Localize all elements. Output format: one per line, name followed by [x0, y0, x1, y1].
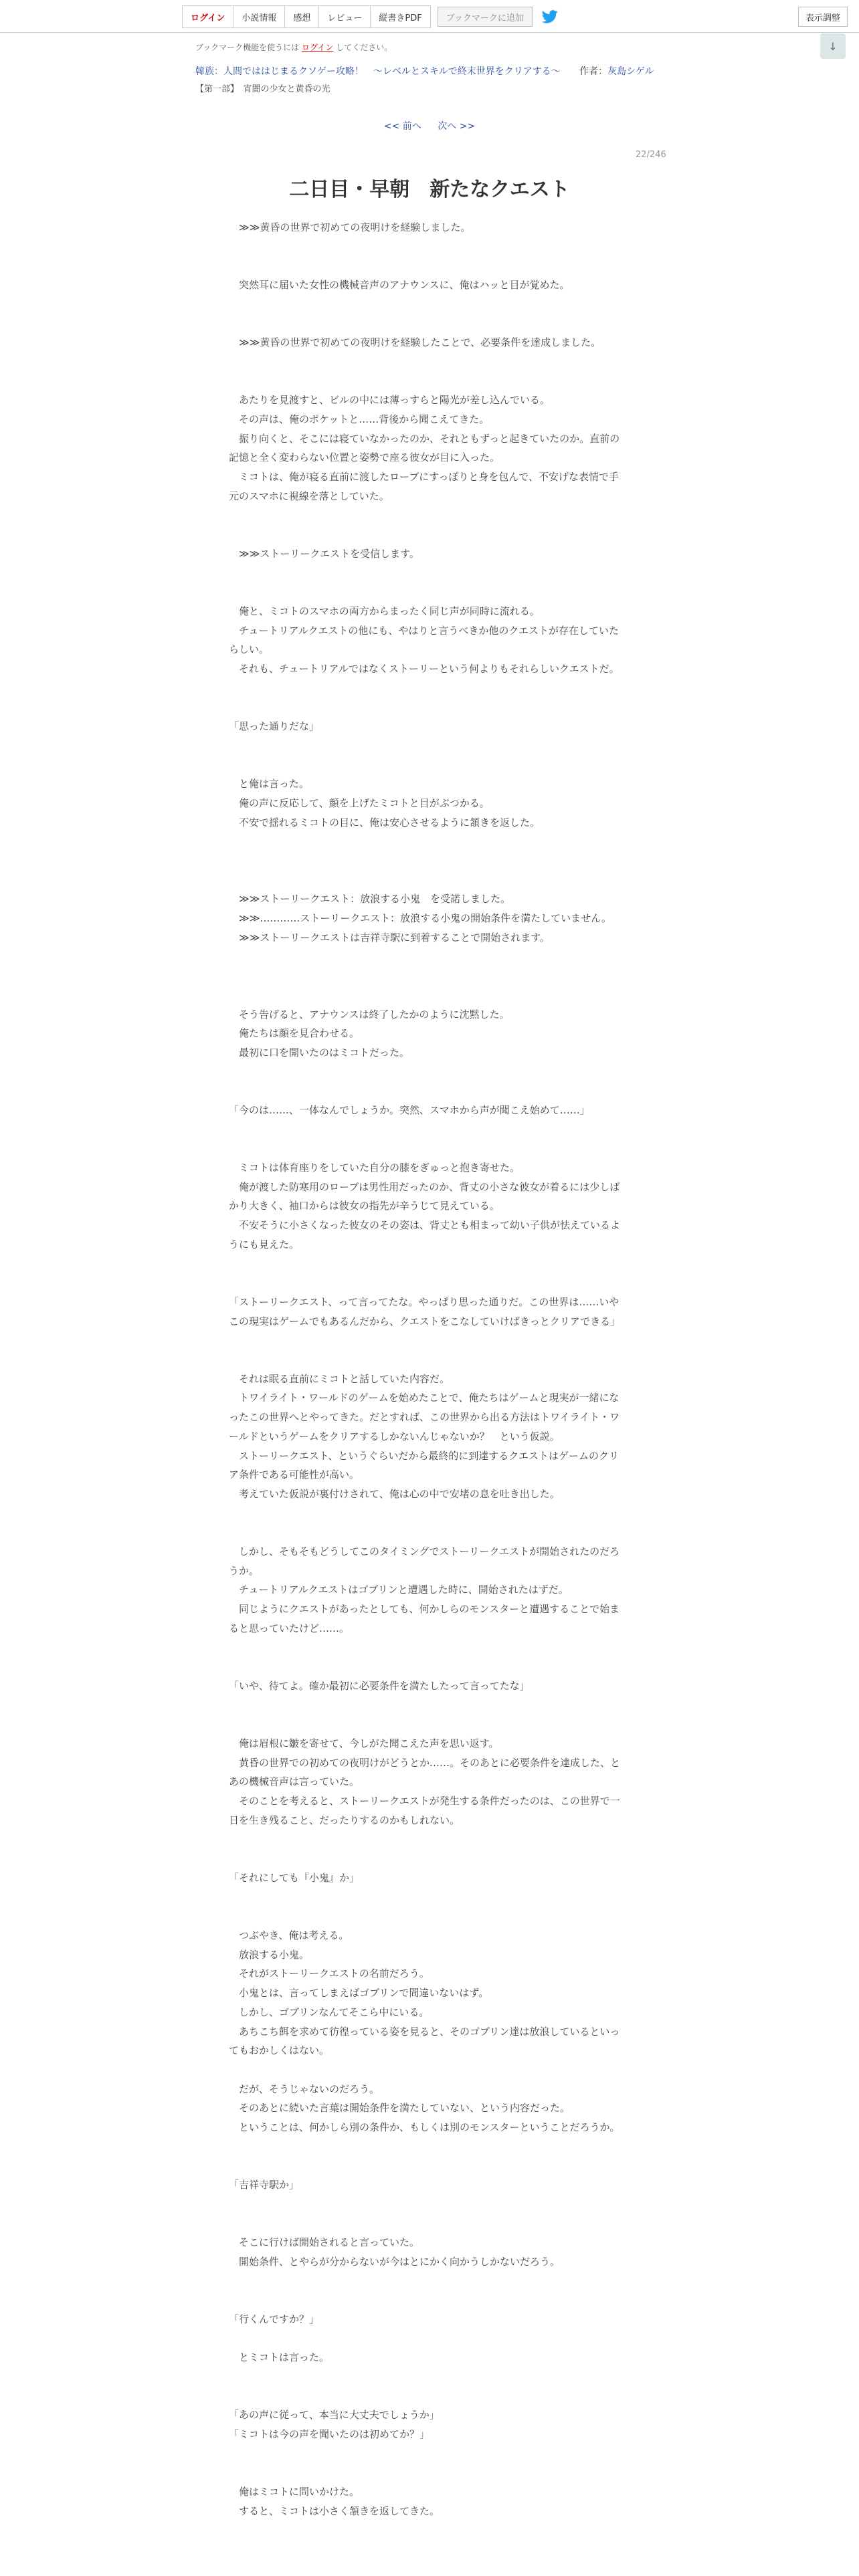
- impressions-link[interactable]: 感想: [285, 6, 319, 27]
- pager: [0, 119, 859, 132]
- body-paragraph: [229, 1657, 627, 1677]
- body-paragraph: [229, 2290, 627, 2310]
- body-paragraph: [229, 832, 627, 851]
- display-settings-button[interactable]: 表示調整: [798, 7, 848, 27]
- body-paragraph: 突然耳に届いた女性の機械音声のアナウンスに、俺はハッと目が覚めた。: [229, 279, 570, 292]
- body-paragraph: [229, 1331, 627, 1350]
- vertical-pdf-link[interactable]: 縦書きPDF: [379, 13, 422, 23]
- body-paragraph: [229, 1638, 627, 1658]
- body-paragraph: 俺は眉根に皺を寄せて、今しがた聞こえた声を思い返す。: [229, 1737, 499, 1750]
- body-paragraph: [229, 1120, 627, 1140]
- body-paragraph: 「それにしても『小鬼』か」: [229, 1871, 360, 1884]
- body-paragraph: チュートリアルクエストはゴブリンと遭遇した時に、開始されたはずだ。: [229, 1584, 569, 1596]
- body-paragraph: トワイライト・ワールドのゲームを始めたことで、俺たちはゲームと現実が一緒になったこの世界へとやってきた。だとすれば、この世界から出る方法はトワイライト・ワールドというゲームをクリアするしかないんじゃないか？ という仮説。: [229, 1392, 620, 1442]
- prev-page-link[interactable]: << 前へ: [383, 121, 421, 132]
- body-paragraph: [229, 352, 627, 372]
- body-paragraph: [229, 755, 627, 774]
- body-paragraph: [229, 1888, 627, 1907]
- body-paragraph: ということは、何かしら別の条件か、もしくは別のモンスターということだろうか。: [229, 2121, 620, 2133]
- body-paragraph: 「吉祥寺駅か」: [229, 2179, 300, 2191]
- body-paragraph: [229, 2060, 627, 2080]
- body-paragraph: 放浪する小鬼。: [229, 1948, 310, 1961]
- body-paragraph: 「行くんですか？」: [229, 2313, 320, 2325]
- body-paragraph: 小鬼とは、言ってしまえばゴブリンで間違いないはず。: [229, 1987, 489, 2000]
- body-paragraph: [229, 582, 627, 602]
- body-paragraph: 不安で揺れるミコトの目に、俺は安心させるように頷きを返した。: [229, 816, 541, 829]
- review-link[interactable]: レビュー: [319, 6, 371, 27]
- bookmark-login-notice: [195, 41, 392, 53]
- body-paragraph: 「思った通りだな」: [229, 720, 320, 733]
- body-paragraph: ≫≫ストーリークエストを受信します。: [229, 547, 419, 560]
- body-paragraph: [229, 256, 627, 276]
- notice-text-suffix: してください。: [336, 43, 393, 52]
- body-paragraph: ≫≫黄昏の世界で初めての夜明けを経験しました。: [229, 221, 471, 233]
- body-paragraph: とミコトは言った。: [229, 2351, 330, 2364]
- body-paragraph: ≫≫黄昏の世界で初めての夜明けを経験したことで、必要条件を達成しました。: [229, 336, 601, 349]
- body-paragraph: と俺は言った。: [229, 778, 310, 790]
- body-paragraph: [229, 986, 627, 1005]
- body-paragraph: [229, 2329, 627, 2349]
- body-paragraph: [229, 525, 627, 544]
- notice-login-link[interactable]: ログイン: [302, 43, 334, 52]
- body-paragraph: [229, 947, 627, 966]
- body-paragraph: [229, 1696, 627, 1715]
- body-paragraph: その声は、俺のポケットと……背後から聞こえてきた。: [229, 413, 490, 425]
- body-paragraph: [229, 851, 627, 871]
- body-paragraph: そう告げると、アナウンスは終了したかのように沈黙した。: [229, 1008, 510, 1021]
- body-paragraph: だが、そうじゃないのだろう。: [229, 2082, 380, 2095]
- login-link[interactable]: ログイン: [183, 6, 233, 27]
- body-paragraph: しかし、そもそもどうしてこのタイミングでストーリークエストが開始されたのだろうか。: [229, 1545, 620, 1577]
- body-paragraph: ≫≫…………ストーリークエスト：放浪する小鬼の開始条件を満たしていません。: [229, 912, 612, 925]
- body-paragraph: [229, 1715, 627, 1734]
- body-paragraph: しかし、ゴブリンなんてそこら中にいる。: [229, 2006, 430, 2018]
- body-paragraph: ミコトは、俺が寝る直前に渡したローブにすっぽりと身を包んで、不安げな表情で手元のスマホに視線を落としていた。: [229, 471, 619, 502]
- add-bookmark-button[interactable]: ブックマークに追加: [438, 7, 533, 27]
- author-link[interactable]: 灰島シゲル: [607, 66, 654, 77]
- body-paragraph: [229, 2195, 627, 2214]
- series-title-link[interactable]: 韓族：人間でははじまるクソゲー攻略！ ～レベルとスキルで終末世界をクリアする～: [195, 66, 561, 77]
- chapter-title: 【第一部】 宵闇の少女と黄昏の光: [195, 84, 330, 94]
- body-paragraph: 最初に口を開いたのはミコトだった。: [229, 1046, 410, 1059]
- body-paragraph: そのあとに続いた言葉は開始条件を満たしていない、という内容だった。: [229, 2102, 571, 2115]
- body-paragraph: 「ストーリークエスト、って言ってたな。やっぱり思った通りだ。この世界は……いやこの現実はゲームでもあるんだから、クエストをこなしていけばきっとクリアできる」: [229, 1295, 621, 1327]
- body-paragraph: [229, 237, 627, 257]
- body-paragraph: [229, 564, 627, 583]
- body-paragraph: [229, 1830, 627, 1850]
- body-paragraph: 振り向くと、そこには寝ていなかったのか、それともずっと起きていたのか。直前の記憶と全く変わらない位置と姿勢で座る彼女が目に入った。: [229, 432, 620, 464]
- body-paragraph: すると、ミコトは小さく頷きを返してきた。: [229, 2504, 440, 2517]
- body-paragraph: そこに行けば開始されると言っていた。: [229, 2236, 420, 2249]
- body-paragraph: それがストーリークエストの名前だろう。: [229, 1967, 430, 1980]
- body-paragraph: [229, 372, 627, 391]
- body-paragraph: [229, 2272, 627, 2291]
- body-paragraph: 俺たちは顔を見合わせる。: [229, 1027, 360, 1040]
- body-paragraph: [229, 871, 627, 890]
- header-nav: [182, 5, 561, 28]
- series-info: [195, 64, 654, 78]
- body-paragraph: [229, 1907, 627, 1926]
- body-paragraph: それは眠る直前にミコトと話していた内容だ。: [229, 1372, 450, 1385]
- body-paragraph: 「いや、待てよ。確か最初に必要条件を満たしたって言ってたな」: [229, 1679, 530, 1692]
- body-paragraph: それも、チュートリアルではなくストーリーという何よりもそれらしいクエストだ。: [229, 663, 619, 675]
- body-paragraph: [229, 1273, 627, 1293]
- body-paragraph: そのことを考えると、ストーリークエストが発生する条件だったのは、この世界で一日を生き残ること、だったりするのかもしれない。: [229, 1795, 620, 1826]
- body-paragraph: つぶやき、俺は考える。: [229, 1929, 349, 1941]
- body-paragraph: ミコトは体育座りをしていた自分の膝をぎゅっと抱き寄せた。: [229, 1162, 520, 1174]
- novel-info-link[interactable]: 小説情報: [233, 6, 285, 27]
- body-paragraph: あちこち餌を求めて彷徨っている姿を見ると、そのゴブリン達は放浪しているといってもおかしくはない。: [229, 2025, 620, 2057]
- body-paragraph: 「今のは……、一体なんでしょうか。突然、スマホから声が聞こえ始めて……」: [229, 1104, 590, 1116]
- body-paragraph: [229, 295, 627, 314]
- body-paragraph: [229, 1063, 627, 1082]
- body-paragraph: あたりを見渡すと、ビルの中には薄っすらと陽光が差し込んでいる。: [229, 394, 551, 407]
- page-number: 22/246: [636, 150, 666, 160]
- body-paragraph: [229, 736, 627, 756]
- notice-text: ブックマーク機能を使うには: [195, 43, 300, 52]
- next-page-link[interactable]: 次へ >>: [438, 121, 476, 132]
- body-paragraph: 開始条件、とやらが分からないが今はとにかく向かうしかないだろう。: [229, 2255, 561, 2268]
- body-paragraph: 俺が渡した防寒用のローブは男性用だったのか、背丈の小さな彼女が着るには少しばかり大きく、袖口からは彼女の指先が辛うじて見えている。: [229, 1180, 620, 1212]
- body-paragraph: 「あの声に従って、本当に大丈夫でしょうか」: [229, 2409, 440, 2422]
- twitter-icon[interactable]: [542, 9, 561, 25]
- body-paragraph: [229, 1350, 627, 1370]
- body-paragraph: [229, 2444, 627, 2464]
- body-paragraph: [229, 697, 627, 717]
- body-paragraph: 考えていた仮説が裏付けされて、俺は心の中で安堵の息を吐き出した。: [229, 1487, 560, 1500]
- body-paragraph: [229, 2387, 627, 2406]
- body-paragraph: ≫≫ストーリークエスト：放浪する小鬼 を受諾しました。: [229, 893, 511, 905]
- body-paragraph: チュートリアルクエストの他にも、やはりと言うべきか他のクエストが存在していたらしい。: [229, 624, 619, 656]
- body-paragraph: [229, 679, 627, 698]
- body-paragraph: 不安そうに小さくなった彼女のその姿は、背丈とも相まって幼い子供が怯えているようにも見えた。: [229, 1219, 621, 1251]
- body-paragraph: 「ミコトは今の声を聞いたのは初めてか？」: [229, 2428, 430, 2441]
- header-bar: [0, 0, 859, 33]
- body-paragraph: [229, 2367, 627, 2387]
- body-paragraph: [229, 1139, 627, 1158]
- novel-body: [229, 218, 627, 2521]
- body-paragraph: 同じようにクエストがあったとしても、何かしらのモンスターと遭遇することで始まると思っていたけど……。: [229, 1603, 620, 1634]
- body-paragraph: ≫≫ストーリークエストは吉祥寺駅に到着することで開始されます。: [229, 931, 550, 944]
- body-paragraph: [229, 1523, 627, 1542]
- body-paragraph: [229, 1081, 627, 1101]
- body-paragraph: 俺の声に反応して、顔を上げたミコトと目がぶつかる。: [229, 796, 490, 809]
- body-paragraph: ストーリークエスト、というぐらいだから最終的に到達するクエストはゲームのクリア条件である可能性が高い。: [229, 1449, 619, 1481]
- arrow-down-icon: ↓: [828, 39, 838, 53]
- body-paragraph: 俺と、ミコトのスマホの両方からまったく同じ声が同時に流れる。: [229, 605, 540, 617]
- body-paragraph: [229, 1255, 627, 1274]
- episode-title: 二日目・早朝 新たなクエスト: [289, 178, 570, 201]
- body-paragraph: 俺はミコトに問いかけた。: [229, 2486, 360, 2498]
- body-paragraph: [229, 1504, 627, 1523]
- body-paragraph: 黄昏の世界での初めての夜明けがどうとか……。そのあとに必要条件を達成した、とあの機械音声は言っていた。: [229, 1756, 621, 1788]
- scroll-down-button[interactable]: [820, 33, 846, 59]
- body-paragraph: [229, 1849, 627, 1868]
- nav-menu: [182, 5, 431, 28]
- body-paragraph: [229, 2464, 627, 2483]
- body-paragraph: [229, 314, 627, 333]
- author-label: 作者：: [579, 66, 608, 77]
- body-paragraph: [229, 2156, 627, 2175]
- body-paragraph: [229, 966, 627, 986]
- body-paragraph: [229, 2214, 627, 2233]
- body-paragraph: [229, 2137, 627, 2157]
- body-paragraph: [229, 506, 627, 525]
